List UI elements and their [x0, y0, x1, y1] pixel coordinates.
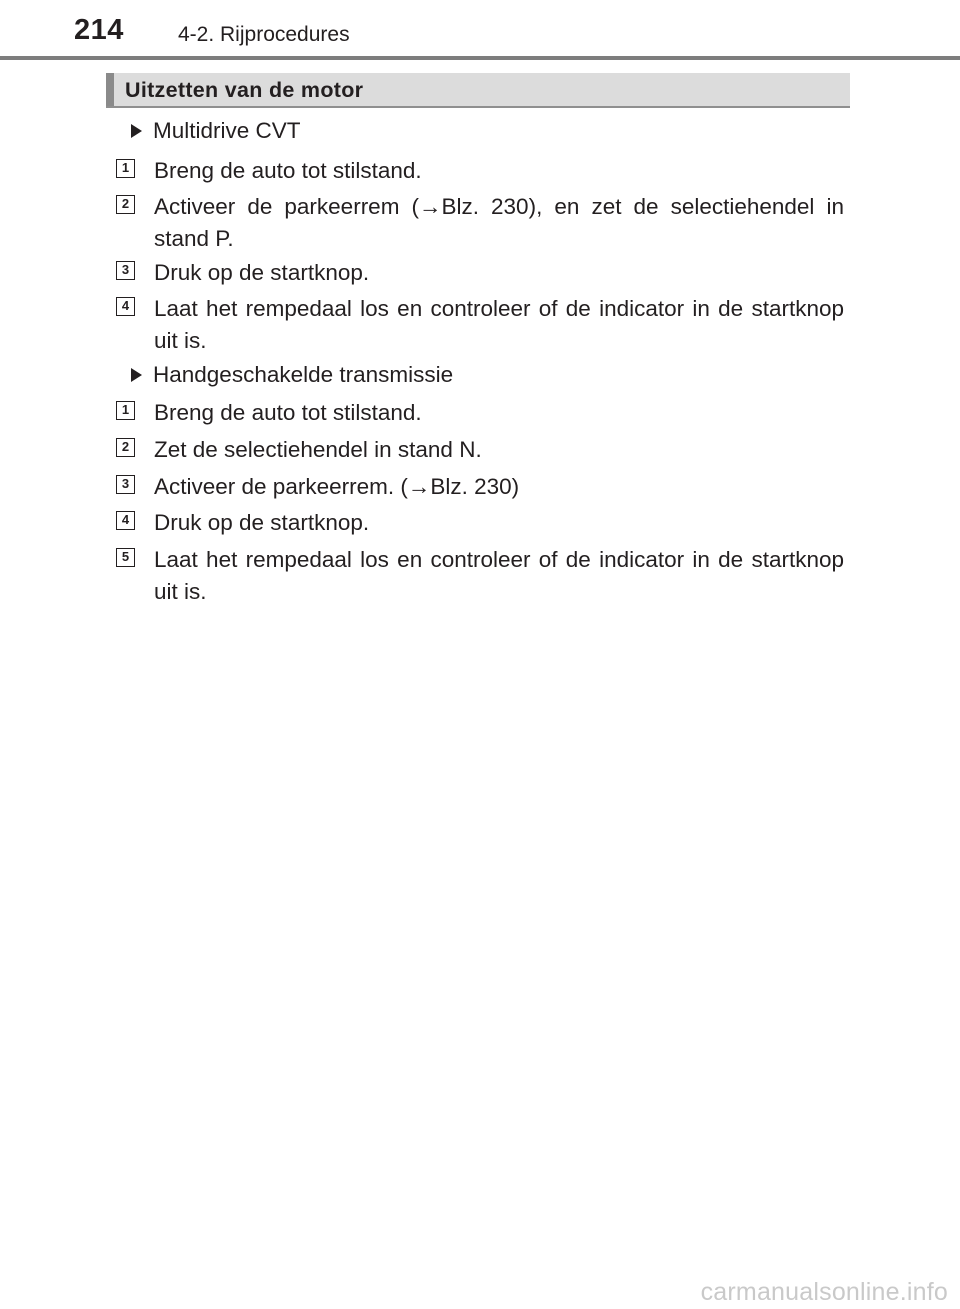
triangle-bullet-icon	[131, 124, 142, 138]
step-text: Druk op de startknop.	[154, 260, 370, 285]
triangle-bullet-icon	[131, 368, 142, 382]
step-text: Activeer de parkeerrem. (→Blz. 230)	[154, 474, 520, 499]
step-number-badge: 1	[116, 159, 135, 178]
step-number-badge: 4	[116, 511, 135, 530]
step-number-badge: 3	[116, 261, 135, 280]
step-number-badge: 1	[116, 401, 135, 420]
step-text: Laat het rempedaal los en controleer of de indicator in de startknop uit is.	[154, 296, 844, 353]
step-text: Laat het rempedaal los en controleer of de indicator in de startknop uit is.	[154, 547, 844, 604]
page-number: 214	[74, 14, 124, 46]
step-text: Breng de auto tot stilstand.	[154, 400, 422, 425]
step-number-badge: 5	[116, 548, 135, 567]
section-heading	[106, 73, 850, 108]
section-heading-title: Uitzetten van de motor	[125, 78, 364, 102]
subheading-handgeschakelde-transmissie	[131, 360, 453, 390]
step-text: Zet de selectiehendel in stand N.	[154, 437, 482, 462]
step-text: Druk op de startknop.	[154, 510, 370, 535]
step-number-badge: 2	[116, 195, 135, 214]
section-heading-bar	[106, 73, 114, 106]
chapter-title: 4-2. Rijprocedures	[178, 23, 350, 46]
step-number-badge: 3	[116, 475, 135, 494]
header-divider	[0, 56, 960, 60]
watermark: carmanualsonline.info	[700, 1278, 948, 1306]
subheading-label: Handgeschakelde transmissie	[153, 362, 454, 387]
subheading-label: Multidrive CVT	[153, 118, 301, 143]
step-text: Breng de auto tot stilstand.	[154, 158, 422, 183]
step-number-badge: 4	[116, 297, 135, 316]
step-number-badge: 2	[116, 438, 135, 457]
step-text: Activeer de parkeerrem (→Blz. 230), en zet de selectiehendel in stand P.	[154, 194, 844, 251]
subheading-multidrive-cvt	[131, 116, 301, 146]
